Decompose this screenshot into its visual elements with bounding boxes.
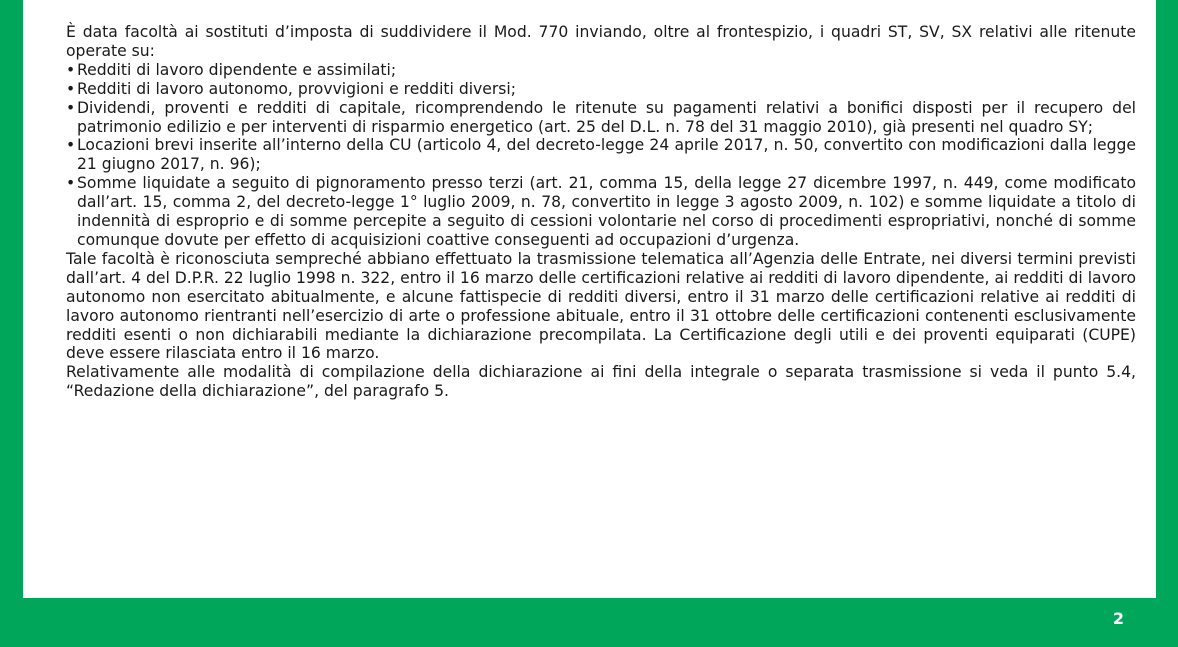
list-item [66, 99, 1136, 137]
intro-paragraph: È data facoltà ai sostituti d’imposta di suddividere il Mod. 770 inviando, oltre al frontespizio, i quadri ST, SV, SX relativi alle ritenute operate su: [66, 23, 1136, 60]
list-item-text: Dividendi, proventi e redditi di capitale, ricomprendendo le ritenute su pagamenti relativi a bonifici disposti per il recupero del patrimonio edilizio e per interventi di risparmio energetico (art. 25 del D.L. n. 78 del 31 maggio 2010), già presenti nel quadro SY; [77, 98, 1136, 136]
list-item-text: Redditi di lavoro autonomo, provvigioni e redditi diversi; [77, 79, 516, 98]
document-body [66, 23, 1136, 401]
bullet-icon: • [66, 174, 76, 193]
list-item [66, 136, 1136, 174]
bullet-icon: • [66, 60, 76, 79]
list-item-text: Somme liquidate a seguito di pignoramento presso terzi (art. 21, comma 15, della legge 27 dicembre 1997, n. 449, come modificato dall’art. 15, comma 2, del decreto-legge 1° luglio 2009, n. 78, convertito in legge 3 agosto 2009, n. 102) e somme liquidate a titolo di indennità di esproprio e di somme percepite a seguito di cessioni volontarie nel corso di procedimenti espropriativi, nonché di somme comunque dovute per effetto di acquisizioni coattive conseguenti ad occupazioni d’urgenza. [77, 174, 1136, 249]
bullet-icon: • [66, 79, 76, 98]
transmission-terms-paragraph: Tale facoltà è riconosciuta sempreché abbiano effettuato la trasmissione telematica all’Agenzia delle Entrate, nei diversi termini previsti dall’art. 4 del D.P.R. 22 luglio 1998 n. 322, entro il 16 marzo delle certificazioni relative ai redditi di lavoro dipendente, ai redditi di lavoro autonomo non esercitato abitualmente, e alcune fattispecie di redditi diversi, entro il 31 marzo delle certificazioni relative ai redditi di lavoro autonomo rientranti nell’esercizio di arte o professione abituale, entro il 31 ottobre delle certificazioni contenenti esclusivamente redditi esenti o non dichiarabili mediante la dichiarazione precompilata. La Certificazione degli utili e dei proventi equiparati (CUPE) deve essere rilasciata entro il 16 marzo. [66, 249, 1136, 363]
list-item [66, 174, 1136, 250]
withholding-categories-list [66, 61, 1136, 250]
list-item-text: Redditi di lavoro dipendente e assimilati; [77, 60, 397, 79]
list-item [66, 61, 1136, 80]
list-item-text: Locazioni brevi inserite all’interno della CU (articolo 4, del decreto-legge 24 aprile 2017, n. 50, convertito con modificazioni dalla legge 21 giugno 2017, n. 96); [77, 136, 1136, 174]
page-number: 2 [1112, 609, 1124, 628]
bullet-icon: • [66, 136, 76, 155]
compilation-reference-paragraph: Relativamente alle modalità di compilazione della dichiarazione ai fini della integrale o separata trasmissione si veda il punto 5.4, “Redazione della dichiarazione”, del paragrafo 5. [66, 363, 1136, 401]
list-item [66, 80, 1136, 99]
document-page [23, 0, 1156, 598]
bullet-icon: • [66, 98, 76, 117]
